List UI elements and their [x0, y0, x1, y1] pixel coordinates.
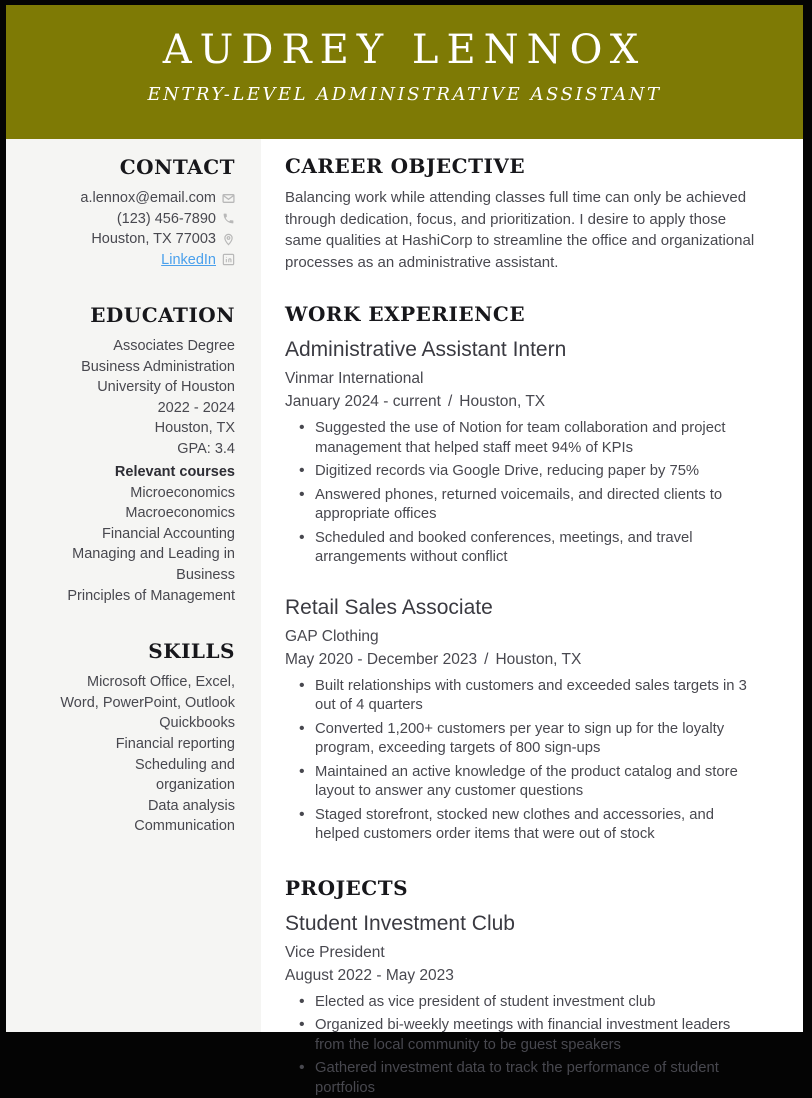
project-bullet-list — [285, 993, 755, 1098]
sidebar — [6, 139, 261, 1032]
course-item: Microeconomics — [130, 484, 235, 501]
job-bullet: • Maintained an active knowledge of the product catalog and store layout to answer any customer questions — [285, 763, 755, 802]
contact-phone-row — [54, 209, 235, 230]
project-bullet: • Elected as vice president of student investment club — [285, 993, 755, 1013]
job-entry — [285, 594, 755, 845]
job-location: Houston, TX — [459, 393, 546, 411]
contact-section — [54, 155, 235, 270]
meta-separator: / — [447, 393, 453, 411]
job-bullet: • Converted 1,200+ customers per year to sign up for the loyalty program, exceeding targets of 800 sign-ups — [285, 720, 755, 759]
relevant-courses-label: Relevant courses — [114, 463, 235, 480]
person-name: AUDREY LENNOX — [162, 27, 647, 73]
skill-item: Microsoft Office, Excel, Word, PowerPoint, Outlook — [60, 674, 235, 711]
project-title: Student Investment Club — [285, 911, 515, 935]
skill-item: Financial reporting — [115, 735, 235, 752]
course-item: Managing and Leading in Business — [72, 546, 235, 583]
course-item: Macroeconomics — [125, 505, 235, 522]
contact-heading: CONTACT — [119, 155, 235, 179]
resume-body — [6, 139, 803, 1096]
project-bullet: • Gathered investment data to track the performance of student portfolios — [285, 1059, 755, 1098]
career-objective-heading: CAREER OBJECTIVE — [285, 154, 526, 178]
location-pin-icon — [222, 233, 235, 246]
job-bullet: • Built relationships with customers and exceeded sales targets in 3 out of 4 quarters — [285, 677, 755, 716]
education-line: GPA: 3.4 — [177, 440, 235, 457]
projects-heading: PROJECTS — [285, 875, 409, 900]
skill-item: Quickbooks — [159, 715, 235, 732]
course-item: Financial Accounting — [102, 525, 235, 542]
course-list — [54, 483, 235, 607]
education-heading: EDUCATION — [90, 303, 235, 327]
job-company: Vinmar International — [285, 370, 424, 388]
job-dates: January 2024 - current — [285, 393, 441, 411]
job-bullet: • Scheduled and booked conferences, meetings, and travel arrangements without conflict — [285, 529, 755, 568]
contact-location-row — [54, 229, 235, 250]
job-company: GAP Clothing — [285, 627, 379, 645]
project-dates: August 2022 - May 2023 — [285, 966, 454, 984]
contact-linkedin-row — [54, 250, 235, 271]
career-objective-section — [285, 154, 755, 273]
email-icon — [222, 192, 235, 205]
skills-section — [54, 639, 235, 837]
projects-section — [285, 876, 755, 1098]
linkedin-icon — [222, 253, 235, 266]
skills-heading: SKILLS — [148, 639, 235, 664]
job-meta-line — [285, 392, 755, 412]
skill-list — [54, 672, 235, 837]
job-bullet: • Suggested the use of Notion for team collaboration and project management that helped staff meet 94% of KPIs — [285, 419, 755, 458]
resume-page — [6, 5, 803, 1096]
email-text: a.lennox@email.com — [80, 190, 216, 206]
job-bullet: • Answered phones, returned voicemails, and directed clients to appropriate offices — [285, 486, 755, 525]
job-list — [285, 336, 755, 845]
project-entry — [285, 910, 755, 1098]
job-bullet: • Staged storefront, stocked new clothes and accessories, and helped customers order items that were out of stock — [285, 806, 755, 845]
project-bullet: • Organized bi-weekly meetings with financial investment leaders from the local community to be guest speakers — [285, 1016, 755, 1055]
career-objective-text: Balancing work while attending classes full time can only be achieved through dedication, focus, and prioritization. I desire to apply those same qualities at HashiCorp to streamline the office and organizational processes as an administrative assistant. — [285, 189, 755, 271]
meta-separator: / — [484, 650, 489, 668]
course-item: Principles of Management — [67, 587, 235, 604]
phone-icon — [222, 212, 235, 225]
job-meta-line — [285, 650, 755, 670]
contact-email-row — [54, 188, 235, 209]
resume-header — [6, 5, 803, 139]
education-lines — [54, 336, 235, 460]
work-experience-heading: WORK EXPERIENCE — [285, 302, 526, 327]
job-bullet-list — [285, 677, 755, 845]
education-line: Associates Degree — [113, 338, 235, 354]
job-dates: May 2020 - December 2023 — [285, 650, 478, 668]
skill-item: Data analysis — [147, 797, 235, 814]
project-meta-line — [285, 966, 755, 986]
skill-item: Scheduling and organization — [135, 756, 235, 794]
project-list — [285, 910, 755, 1098]
education-line: Houston, TX — [154, 420, 235, 437]
education-line: Business Administration — [81, 358, 235, 375]
work-experience-section — [285, 302, 755, 845]
education-line: 2022 - 2024 — [157, 399, 235, 416]
job-location: Houston, TX — [495, 650, 582, 668]
job-bullet: • Digitized records via Google Drive, reducing paper by 75% — [285, 462, 755, 482]
linkedin-link[interactable]: LinkedIn — [161, 251, 216, 268]
education-section — [54, 303, 235, 606]
project-role: Vice President — [285, 943, 385, 961]
education-line: University of Houston — [97, 379, 235, 396]
main-column — [261, 139, 803, 1096]
job-bullet-list — [285, 419, 755, 568]
phone-text: (123) 456-7890 — [116, 210, 216, 227]
job-title: Administrative Assistant Intern — [285, 338, 567, 362]
person-job-subtitle: ENTRY-LEVEL ADMINISTRATIVE ASSISTANT — [147, 84, 662, 105]
job-title: Retail Sales Associate — [285, 595, 493, 619]
location-text: Houston, TX 77003 — [91, 231, 216, 247]
skill-item: Communication — [134, 818, 235, 835]
job-entry — [285, 336, 755, 568]
